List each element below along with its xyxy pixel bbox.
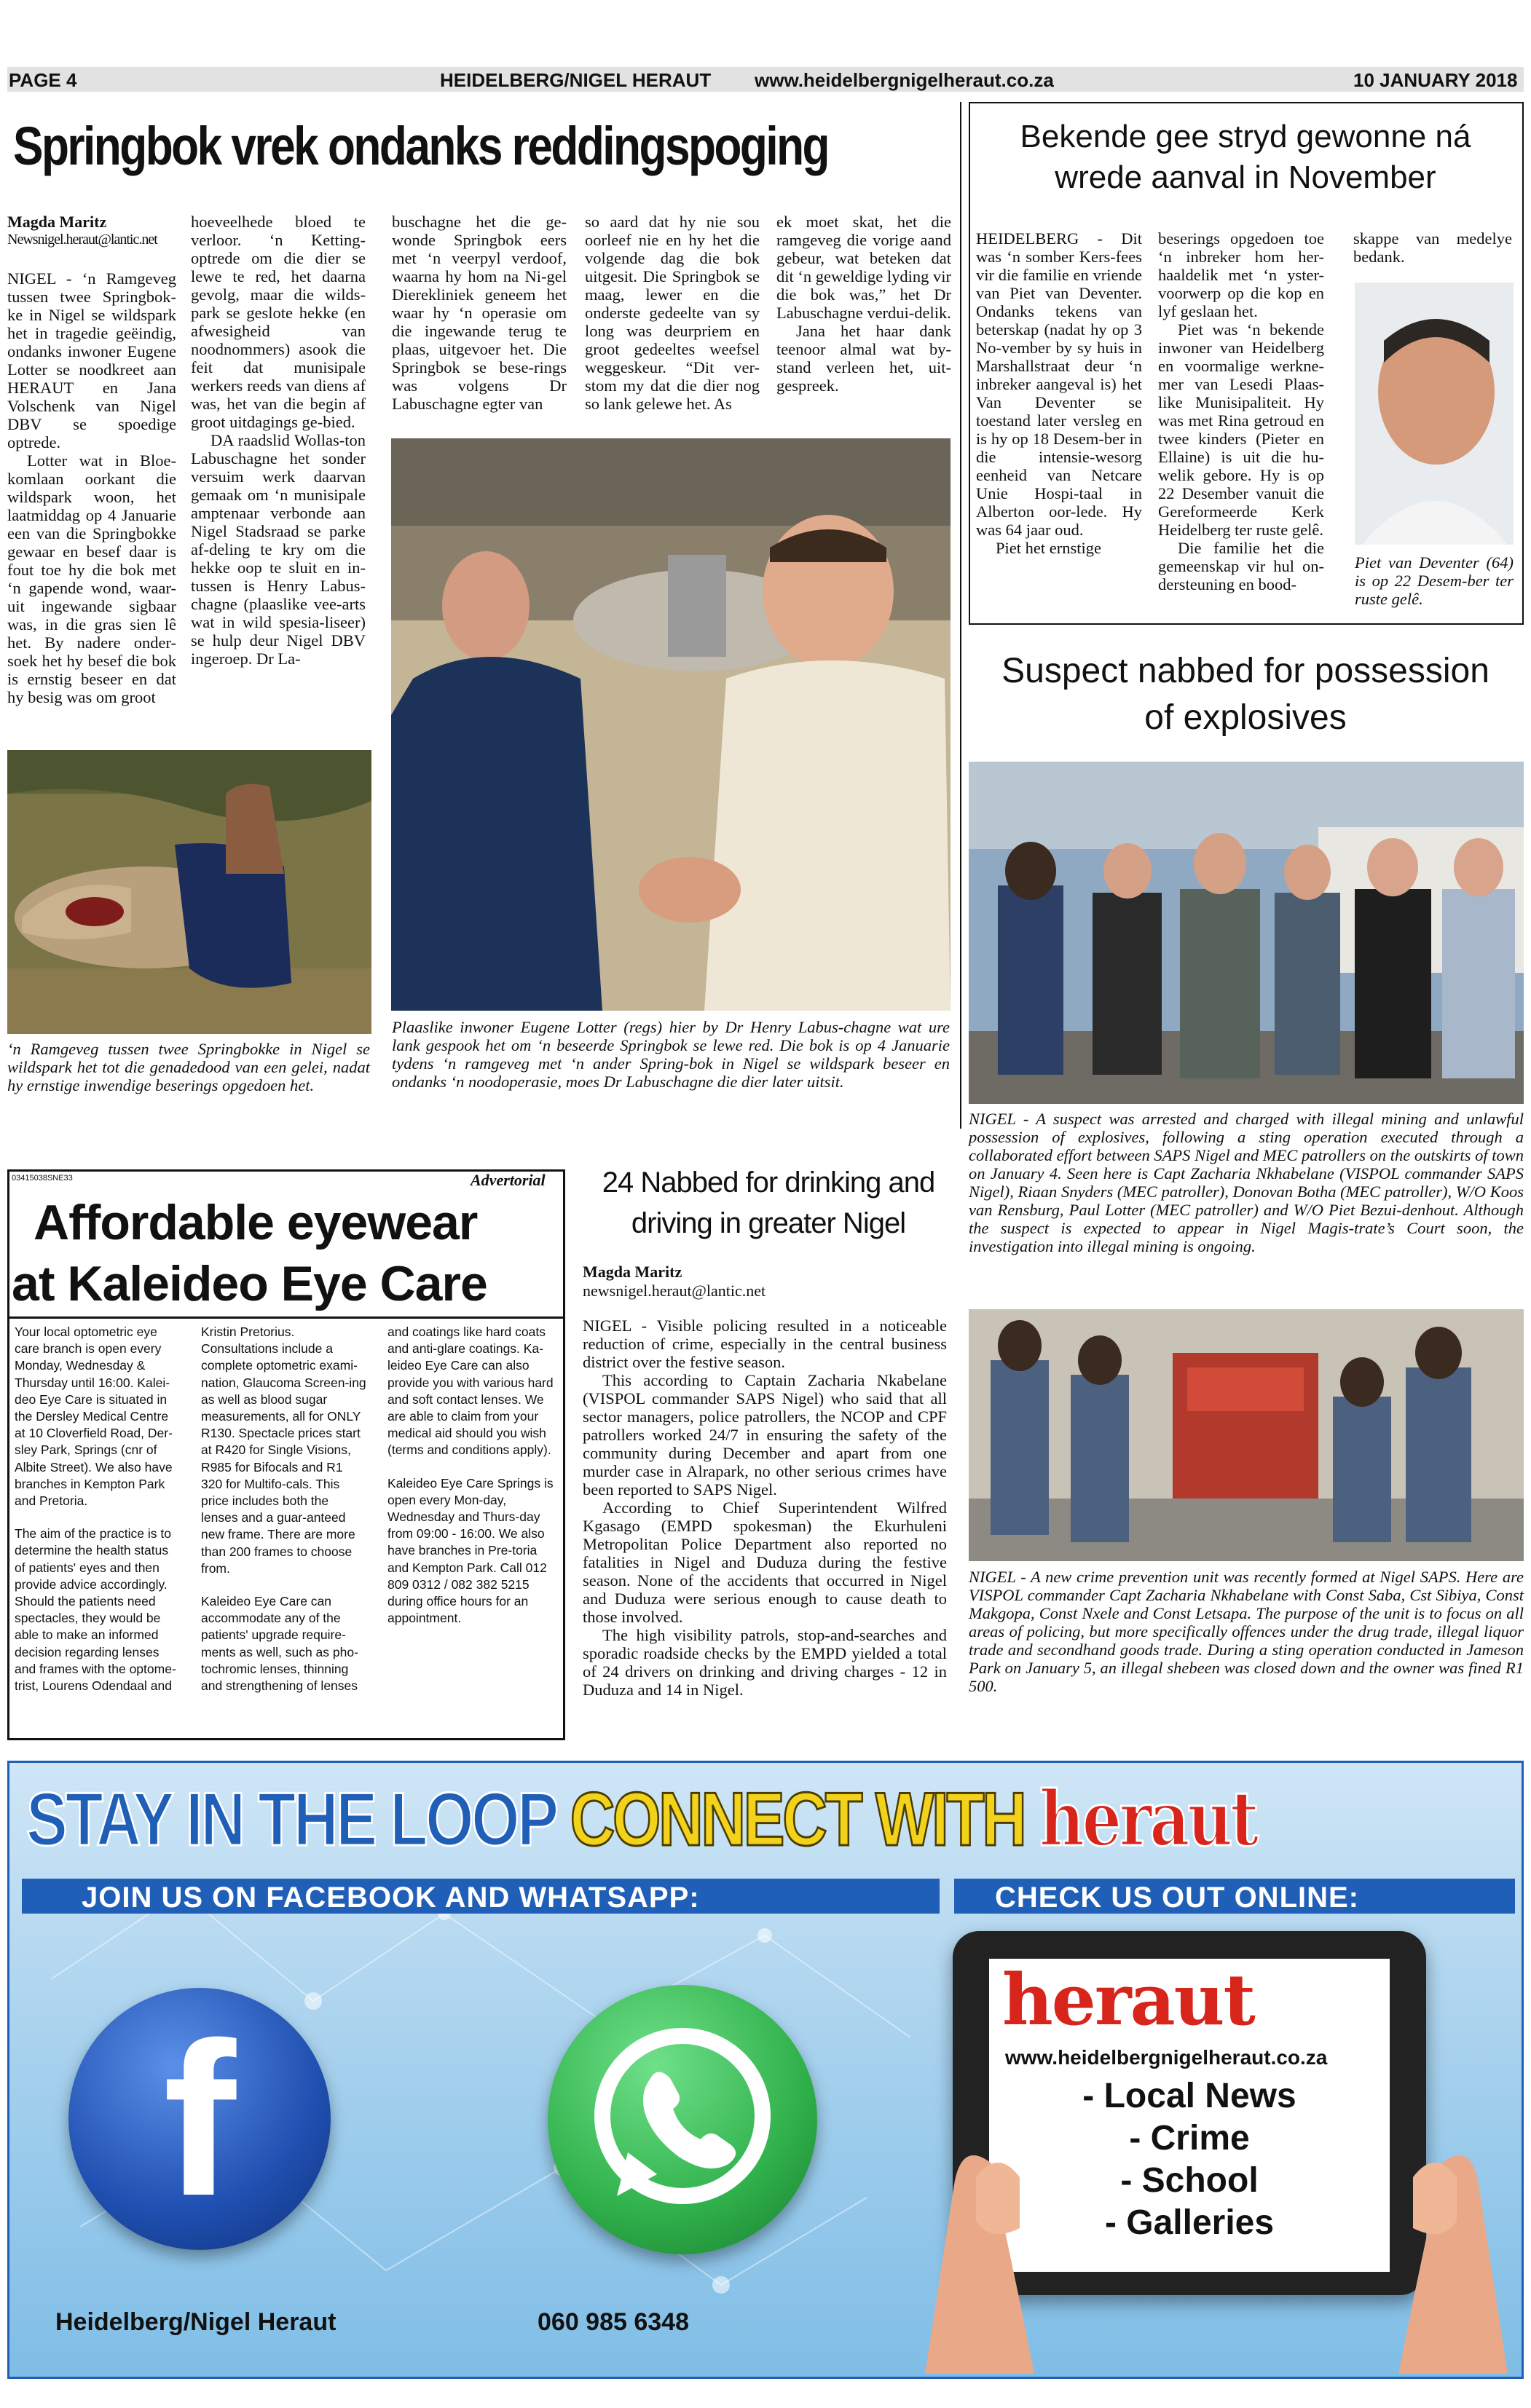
banner-title-row <box>26 1774 1256 1863</box>
ad-col-3 <box>387 1324 555 1643</box>
paragraph: Kristin Pretorius. Consultations include a complete optometric exami-nation, Glaucoma Screen-ing as well as blood sugar measurements, all for ONLY R130. Spectacle prices start at R420 for Single Visions, R985 for Bifocals and R1 320 for Multifo-cals. This price includes both the lenses and a guar-anteed new frame. There are more than 200 frames to choose from. <box>201 1325 366 1576</box>
springbok-email: Newsnigel.heraut@lantic.net <box>7 232 157 248</box>
bekende-caption: Piet van Deventer (64) is op 22 Desem-ber ter ruste gelê. <box>1355 553 1514 608</box>
paragraph: This according to Captain Zacharia Nkabelane (VISPOL commander SAPS Nigel) who said that all sector managers, police patrollers, the NCOP and CPF patrollers worked 24/7 in ensuring the safety of the community during December and apart from one murder case in Alrapark, no other serious crimes have been reported to SAPS Nigel. <box>583 1371 947 1499</box>
springbok-headline: Springbok vrek ondanks reddingspoging <box>13 116 829 176</box>
paragraph: Piet het ernstige <box>996 539 1101 557</box>
nabbed-email: newsnigel.heraut@lantic.net <box>583 1282 766 1300</box>
facebook-page-name: Heidelberg/Nigel Heraut <box>55 2308 336 2336</box>
list-item: - Galleries <box>1104 2203 1275 2242</box>
bekende-col-2 <box>1158 229 1324 593</box>
whatsapp-number: 060 985 6348 <box>538 2308 689 2336</box>
ad-col-1 <box>15 1324 181 1710</box>
nabbed-body <box>583 1316 947 1699</box>
paragraph: Jana het haar dank teenoor almal wat by-stand verleen het, uit-gespreek. <box>776 322 951 395</box>
vet-handshake-photo <box>391 438 951 1011</box>
nabbed-author: Magda Maritz <box>583 1263 682 1281</box>
springbok-photo <box>7 750 371 1034</box>
springbok-col-3 <box>392 213 567 413</box>
piet-van-deventer-photo <box>1355 283 1514 545</box>
issue-date: 10 JANUARY 2018 <box>1353 69 1518 91</box>
suspect-headline: Suspect nabbed for possession of explosives <box>1001 652 1489 737</box>
page-number: PAGE 4 <box>9 69 77 91</box>
hands-illustration <box>910 2097 1522 2374</box>
paragraph: Your local optometric eye care branch is open every Monday, Wednesday & Thursday until 16:00. Kalei-deo Eye Care is situated in the Dersley Medical Centre at 10 Cloverfield Road, Der-sley Park, Springs (cnr of Albite Street). We also have branches in Kempton Park and Pretoria. <box>15 1325 173 1509</box>
paragraph: Die familie het die gemeenskap vir hul on-dersteuning en bood- <box>1158 539 1324 593</box>
paragraph: hoeveelhede bloed te verloor. ‘n Ketting-optrede om die dier se lewe te red, het daarna gevolg, maar die wilds-park se geslote hekke (en afwesigheid van noodnommers) asook die feit dat munisipale werkers reeds van diens af was, het van die begin af groot uitdagings ge-bied. <box>191 213 366 431</box>
check-online-text: CHECK US OUT ONLINE: <box>995 1882 1359 1914</box>
paper-url[interactable]: www.heidelbergnigelheraut.co.za <box>755 69 1054 91</box>
column-divider <box>960 102 961 1129</box>
paragraph: skappe van medelye bedank. <box>1353 229 1512 266</box>
springbok-col-4 <box>585 213 760 413</box>
nabbed-headline: 24 Nabbed for drinking and driving in greater Nigel <box>602 1167 935 1239</box>
paragraph: ek moet skat, het die ramgeveg die vorige aand gebeur, wat beteken dat dit ‘n geweldige lyding vir die bok was,” het Dr Labuschagne verdui-delik. <box>776 213 951 322</box>
crime-unit-photo <box>969 1309 1524 1561</box>
paper-name: HEIDELBERG/NIGEL HERAUT <box>440 69 712 91</box>
list-item: - School <box>1120 2161 1259 2200</box>
list-item: - Crime <box>1129 2119 1250 2158</box>
paragraph: so aard dat hy nie sou oorleef nie en hy het die volgende dag die bok uitgesit. Die Springbok se maag, lewer en die onderste gedeelte van sy long was deurpriem en groot gedeeltes weefsel weggeskeur. “Dit ver-stom my dat die dier nog so lank gelewe het. As <box>585 213 760 413</box>
paragraph: Piet was ‘n bekende inwoner van Heidelberg en voormalige werkne-mer van Lesedi Plaas-like Munisipaliteit. Hy was met Rina getroud en twee kinders (Pieter en Ellaine) is uit die hu-welik gebore. Hy is op 22 Desember vanuit die Gereformeerde Kerk Heidelberg ter ruste gelê. <box>1158 320 1324 539</box>
facebook-icon[interactable]: f <box>68 1988 331 2250</box>
ad-headline-divider <box>7 1316 565 1319</box>
title-stay-in-loop: STAY IN THE LOOP <box>26 1777 556 1862</box>
bekende-col-3 <box>1353 229 1512 266</box>
paragraph: The high visibility patrols, stop-and-searches and sporadic roadside checks by the EMPD yielded a total of 24 drivers on drinking and driving charges - 12 in Duduza and 14 in Nigel. <box>583 1626 947 1699</box>
paragraph: buschagne het die ge-wonde Springbok eers met ‘n veerpyl verdoof, waarna hy hom na Ni-gel Dierekliniek geneem het waar hy ‘n operasie om die ingewande terug te plaas, uitgevoer het. Die Springbok se bese-rings was volgens Dr Labuschagne egter van <box>392 213 567 413</box>
springbok-caption-left: ‘n Ramgeveg tussen twee Springbokke in Nigel se wildspark het tot die genadedood van een gelei, nadat hy ernstige inwendige beserings opgedoen het. <box>7 1040 370 1094</box>
ad-tag: Advertorial <box>471 1171 546 1189</box>
join-us-text: JOIN US ON FACEBOOK AND WHATSAPP: <box>82 1882 700 1914</box>
tablet-url[interactable]: www.heidelbergnigelheraut.co.za <box>1005 2046 1328 2069</box>
whatsapp-icon[interactable] <box>548 1985 817 2254</box>
springbok-caption-right: Plaaslike inwoner Eugene Lotter (regs) hier by Dr Henry Labus-chagne wat ure lank gespook het om ‘n beseerde Springbok se lewe red. Die bok is op 4 Januarie tydens ‘n ramgeveg met ‘n ander Spring-bok in Nigel se wildspark beseer en ondanks ‘n noodoperasie, moes Dr Labuschagne die dier later uitsit. <box>392 1018 950 1091</box>
title-connect-with: CONNECT WITH <box>570 1777 1025 1862</box>
bekende-headline: Bekende gee stryd gewonne ná wrede aanval in November <box>1020 119 1471 195</box>
paragraph: The aim of the practice is to determine the health status of patients' eyes and then provide advice accordingly. Should the patients need spectacles, they would be able to make an informed decision regarding lenses and frames with the optome-trist, Lourens Odendaal and <box>15 1526 176 1694</box>
paragraph: beserings opgedoen toe ‘n inbreker hom her-haaldelik met ‘n yster-voorwerp op die kop en lyf geslaan het. <box>1158 229 1324 320</box>
ad-col-2 <box>201 1324 367 1710</box>
paragraph: DA raadslid Wollas-ton Labuschagne het sonder versuim werk daarvan gemaak om ‘n munisipale amptenaar verbonde aan Nigel Stadsraad se parke af-deling te kry om die hekke oop te sluit en in-tussen is Henry Labus-chagne (plaaslike vee-arts wat in wild spesia-liseer) se hulp deur Nigel DBV ingeroep. Dr La- <box>191 431 366 668</box>
paragraph: Lotter wat in Bloe-komlaan oorkant die wildspark woon, het laatmiddag op 4 Januarie een van die Springbokke gewaar en besef daar is fout toe hy die bok met ‘n gapende wond, waar-uit ingewande sigbaar was, in die gras sien lê het. By nadere onder-soek het hy besef die bok is ernstig beseer en dat hy besig was om groot <box>7 451 176 706</box>
paragraph: NIGEL - ‘n Ramgeveg tussen twee Springbok-ke in Nigel se wildspark het in tragedie geëindig, ondanks inwoner Eugene Lotter se noodkreet aan HERAUT en Jana Volschenk van Nigel DBV se spoedige optrede. <box>7 269 176 451</box>
springbok-author: Magda Maritz <box>7 213 107 231</box>
paragraph: NIGEL - Visible policing resulted in a noticeable reduction of crime, especially in the central business district over the festive season. <box>583 1316 947 1371</box>
paragraph: Kaleideo Eye Care Springs is open every Mon-day, Wednesday and Thurs-day from 09:00 - 16:00. We also have branches in Pre-toria and Kempton Park. Call 012 809 0312 / 082 382 5215 during office hours for an appointment. <box>387 1475 554 1626</box>
ad-code: 03415038SNE33 <box>12 1174 73 1183</box>
suspect-caption-2: NIGEL - A new crime prevention unit was recently formed at Nigel SAPS. Here are VISPOL commander Capt Zacharia Nkhabelane with Const Saba, Cst Sibiya, Const Makgopa, Const Nxele and Const Letsapa. The purpose of the unit is to focus on all areas of policing, but more specifically offences under the drug trade, illegal liquor trade and secondhand goods trade. During a sting operation conducted in Jameson Park on January 5, an illegal shebeen was closed down and the owner was fined R1 500. <box>969 1568 1524 1695</box>
ad-headline-1: Affordable eyewear <box>34 1195 478 1250</box>
list-item: - Local News <box>1082 2077 1296 2115</box>
paragraph: HEIDELBERG - Dit was ‘n somber Kers-fees vir die familie en vriende van Piet van Deventer. Ondanks tekens van beterskap (nadat hy op 3 No-vember by sy huis in Marshallstraat deur ‘n inbreker aangeval is) het Van Deventer se toestand later versleg en is hy op 18 Desem-ber in die intensie-wesorg eenheid van Netcare Unie Hospi-taal in Alberton oor-lede. Hy was 64 jaar oud. <box>976 229 1142 539</box>
title-brand: heraut <box>1039 1774 1257 1863</box>
ad-headline-2: at Kaleideo Eye Care <box>12 1256 487 1311</box>
paragraph: Kaleideo Eye Care can accommodate any of the patients' upgrade require-ments as well, such as pho-tochromic lenses, thinning and strengthening of lenses <box>201 1594 358 1694</box>
tablet-brand: heraut <box>1002 1959 1254 2041</box>
suspect-photo <box>969 762 1524 1104</box>
springbok-col-5 <box>776 213 951 395</box>
paragraph: According to Chief Superintendent Wilfred Kgasago (EMPD spokesman) the Ekurhuleni Metropolitan Police Department also reported no fatalities in Nigel and Duduza during the festive season. None of the accidents that occurred in Nigel and Duduza were serious enough to cause death to those involved. <box>583 1499 947 1626</box>
suspect-caption-1: NIGEL - A suspect was arrested and charged with illegal mining and unlawful possession of explosives, following a sting operation executed through a collaborated effort between SAPS Nigel and MEC patrollers on the outskirts of town on January 4. Seen here is Capt Zacharia Nkhabelane (VISPOL commander SAPS Nigel), Riaan Snyders (MEC patroller), Donovan Botha (MEC patroller), W/O Koos van Rensburg, Paul Lotter (MEC patroller) and W/O Piet Bezui-denhout. Although the suspect is expected to appear in Nigel Magis-trate’s Court soon, the investigation into illegal mining is ongoing. <box>969 1110 1524 1255</box>
springbok-col-2 <box>191 213 366 668</box>
bekende-col-1 <box>976 229 1142 557</box>
springbok-col-1 <box>7 269 176 706</box>
paragraph: and coatings like hard coats and anti-glare coatings. Ka-leideo Eye Care can also provide you with various hard and soft contact lenses. We are able to claim from your medical aid should you wish (terms and conditions apply). <box>387 1325 554 1458</box>
